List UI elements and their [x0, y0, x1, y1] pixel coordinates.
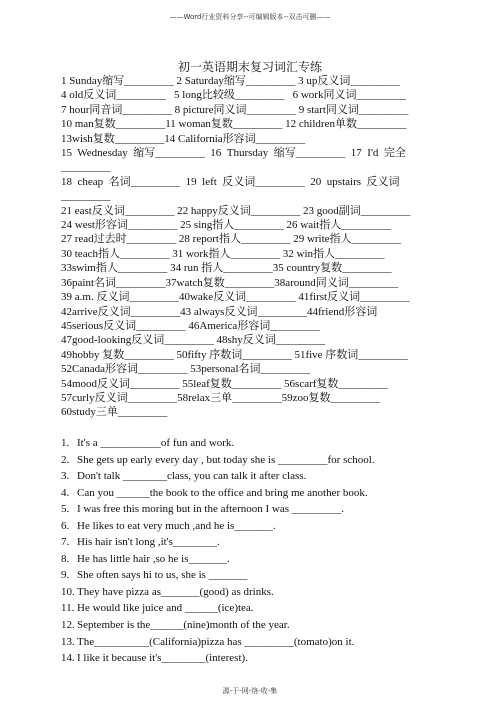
vocab-line: _________: [61, 190, 111, 203]
vocab-line: 10 man复数_________11 woman复数_________ 12 children单数_________: [61, 118, 407, 131]
page-footer: 源-于-网-络-收-集: [222, 687, 278, 695]
sentence-item: 12. September is the______(nine)month of the year.: [61, 619, 290, 632]
vocab-line: 7 hour同音词_________ 8 picture同义词_________ 9 start同义词_________: [61, 103, 409, 116]
sentence-item: 11. He would like juice and ______(ice)tea.: [61, 602, 254, 615]
vocab-line: 30 teach指人_________ 31 work指人_________ 32 win指人_________: [61, 247, 385, 260]
sentence-item: 14. I like it because it's________(interest).: [61, 652, 248, 665]
sentence-item: 4. Can you ______the book to the office and bring me another book.: [61, 486, 368, 499]
sentence-item: 6. He likes to eat very much ,and he is_______.: [61, 519, 276, 532]
sentence-item: 7. His hair isn't long ,it's________.: [61, 536, 220, 549]
vocab-line: 60study三单_________: [61, 406, 168, 419]
vocab-line: 18 cheap 名词_________ 19 left 反义词_________ 20 upstairs 反义词: [61, 175, 400, 188]
vocab-line: 57curly反义词_________58relax三单_________59zoo复数_________: [61, 391, 380, 404]
sentence-item: 10. They have pizza as_______(good) as drinks.: [61, 585, 274, 598]
vocab-line: 4 old反义词_________ 5 long比较级_________ 6 work同义词_________: [61, 89, 406, 102]
vocab-line: 52Canada形容词_________ 53personal名词_________: [61, 363, 310, 376]
sentence-item: 2. She gets up early every day , but today she is _________for school.: [61, 453, 375, 466]
sentence-item: 1. It's a ___________of fun and work.: [61, 437, 235, 449]
vocab-line: 13wish复数_________14 California形容词_________: [61, 132, 306, 145]
sentence-item: 13. The__________(California)pizza has _________(tomato)on it.: [61, 635, 355, 648]
fill-in-sentences: [61, 435, 442, 667]
vocab-line: 27 read过去时_________ 28 report指人_________ 29 write指人_________: [61, 233, 402, 246]
vocab-line: 47good-looking反义词_________ 48shy反义词_________: [61, 334, 326, 347]
page-header: ——Word行业资料分享--可编辑版本--双击可删——: [169, 13, 331, 21]
vocab-line: 42arrive反义词_________43 always反义词_________44friend形容词: [61, 305, 378, 318]
vocab-line: 33swim指人_________ 34 run 指人_________35 country复数_________: [61, 262, 392, 275]
vocab-line: 45serious反义词_________ 46America形容词_________: [61, 319, 320, 332]
sentence-item: 9. She often says hi to us, she is _______: [61, 569, 248, 582]
vocab-line: 1 Sunday缩写_________ 2 Saturday缩写_________ 3 up反义词_________: [61, 75, 400, 87]
vocab-line: 15 Wednesday 缩写_________ 16 Thursday 缩写_________ 17 I'd 完全: [61, 147, 406, 160]
vocab-line: 39 a.m. 反义词_________40wake反义词_________ 41first反义词_________: [61, 291, 410, 304]
sentence-item: 8. He has little hair ,so he is_______.: [61, 552, 230, 565]
page-title: 初一英语期末复习词汇专练: [177, 60, 322, 74]
sentence-item: 5. I was free this moring but in the afternoon I was _________.: [61, 503, 344, 516]
vocab-line: 24 west形容词_________ 25 sing指人_________ 26 wait指人_________: [61, 219, 391, 232]
vocabulary-exercise: [61, 74, 442, 420]
vocab-line: 49hobby 复数_________ 50fifty 序数词_________ 51five 序数词_________: [61, 348, 408, 361]
sentence-item: 3. Don't talk ________class, you can talk it after class.: [61, 470, 307, 483]
vocab-line: 21 east反义词_________ 22 happy反义词_________ 23 good副词_________: [61, 204, 411, 217]
vocab-line: 36paint名词_________37watch复数_________38around同义词_________: [61, 276, 399, 289]
vocab-line: _________: [61, 161, 111, 174]
vocab-line: 54mood反义词_________ 55leaf复数_________ 56scarf复数_________: [61, 377, 388, 390]
